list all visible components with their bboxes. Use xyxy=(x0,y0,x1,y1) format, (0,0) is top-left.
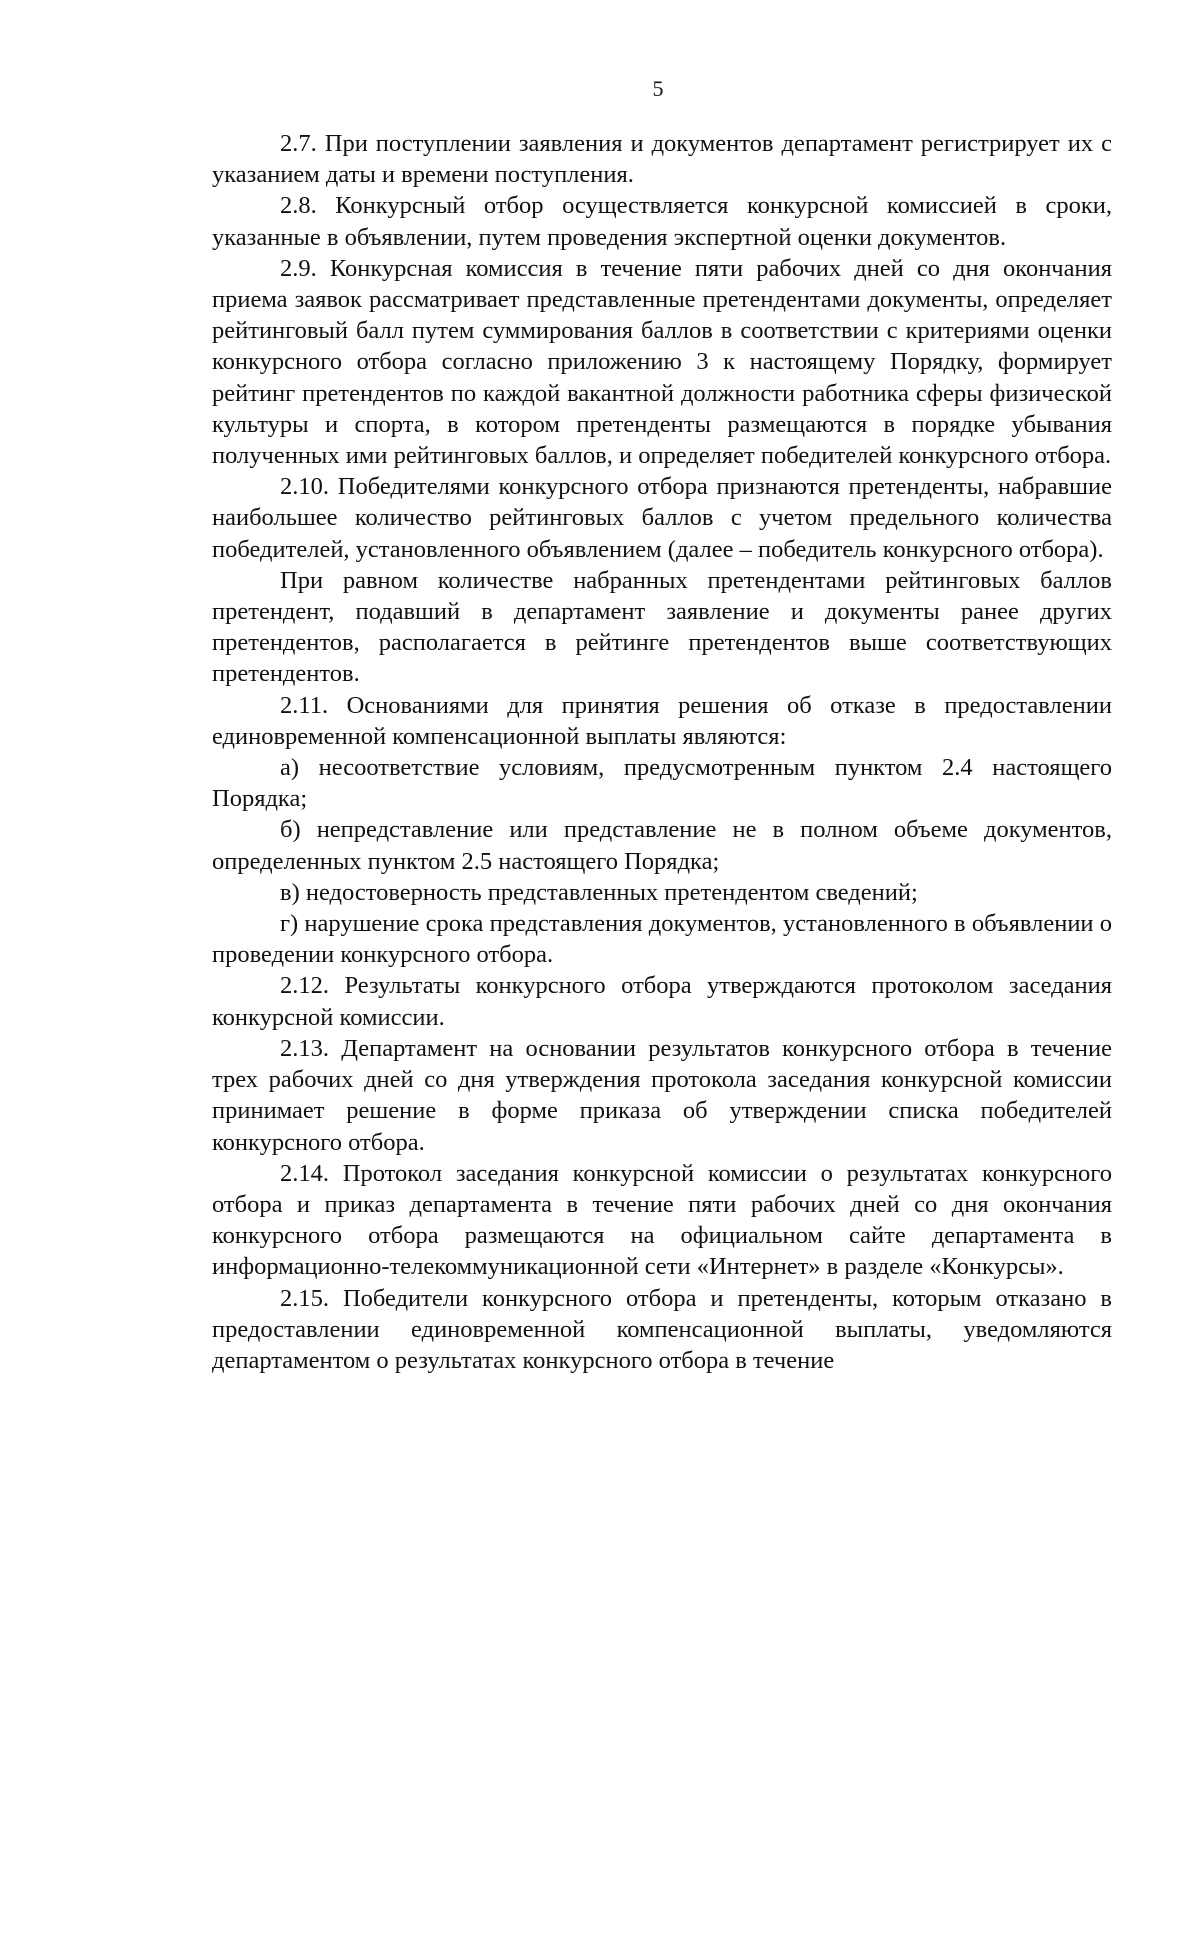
paragraph-2-11: 2.11. Основаниями для принятия решения об отказе в предоставлении единовременной компенсационной выплаты являются: xyxy=(212,691,1112,750)
paragraph-2-14: 2.14. Протокол заседания конкурсной комиссии о результатах конкурсного отбора и приказ департамента в течение пяти рабочих дней со дня окончания конкурсного отбора размещаются на официальном сайте департамента в информационно-телекоммуникационной сети «Интернет» в разделе «Конкурсы». xyxy=(212,1159,1112,1281)
document-body xyxy=(212,128,1112,1376)
paragraph-2-13: 2.13. Департамент на основании результатов конкурсного отбора в течение трех рабочих дней со дня утверждения протокола заседания конкурсной комиссии принимает решение в форме приказа об утверждении списка победителей конкурсного отбора. xyxy=(212,1034,1112,1156)
paragraph-2-8: 2.8. Конкурсный отбор осуществляется конкурсной комиссией в сроки, указанные в объявлении, путем проведения экспертной оценки документов. xyxy=(212,192,1112,251)
paragraph-2-10-tie-rule: При равном количестве набранных претендентами рейтинговых баллов претендент, подавший в департамент заявление и документы ранее других претендентов, располагается в рейтинге претендентов выше соответствующих претендентов. xyxy=(212,566,1112,688)
list-item-v: в) недостоверность представленных претендентом сведений; xyxy=(280,878,918,906)
paragraph-2-15: 2.15. Победители конкурсного отбора и претенденты, которым отказано в предоставлении единовременной компенсационной выплаты, уведомляются департаментом о результатах конкурсного отбора в течение xyxy=(212,1284,1112,1374)
page-number: 5 xyxy=(652,76,664,101)
paragraph-2-10: 2.10. Победителями конкурсного отбора признаются претенденты, набравшие наибольшее количество рейтинговых баллов с учетом предельного количества победителей, установленного объявлением (далее – победитель конкурсного отбора). xyxy=(212,473,1112,563)
paragraph-2-7: 2.7. При поступлении заявления и документов департамент регистрирует их с указанием даты и времени поступления. xyxy=(212,130,1112,189)
list-item-g: г) нарушение срока представления документов, установленного в объявлении о проведении конкурсного отбора. xyxy=(212,910,1112,969)
list-item-b: б) непредставление или представление не в полном объеме документов, определенных пунктом 2.5 настоящего Порядка; xyxy=(212,816,1112,875)
paragraph-2-12: 2.12. Результаты конкурсного отбора утверждаются протоколом заседания конкурсной комиссии. xyxy=(212,972,1112,1031)
paragraph-2-9: 2.9. Конкурсная комиссия в течение пяти рабочих дней со дня окончания приема заявок рассматривает представленные претендентами документы, определяет рейтинговый балл путем суммирования баллов в соответствии с критериями оценки конкурсного отбора согласно приложению 3 к настоящему Порядку, формирует рейтинг претендентов по каждой вакантной должности работника сферы физической культуры и спорта, в котором претенденты размещаются в порядке убывания полученных ими рейтинговых баллов, и определяет победителей конкурсного отбора. xyxy=(212,254,1112,470)
list-item-a: а) несоответствие условиям, предусмотренным пунктом 2.4 настоящего Порядка; xyxy=(212,754,1112,813)
